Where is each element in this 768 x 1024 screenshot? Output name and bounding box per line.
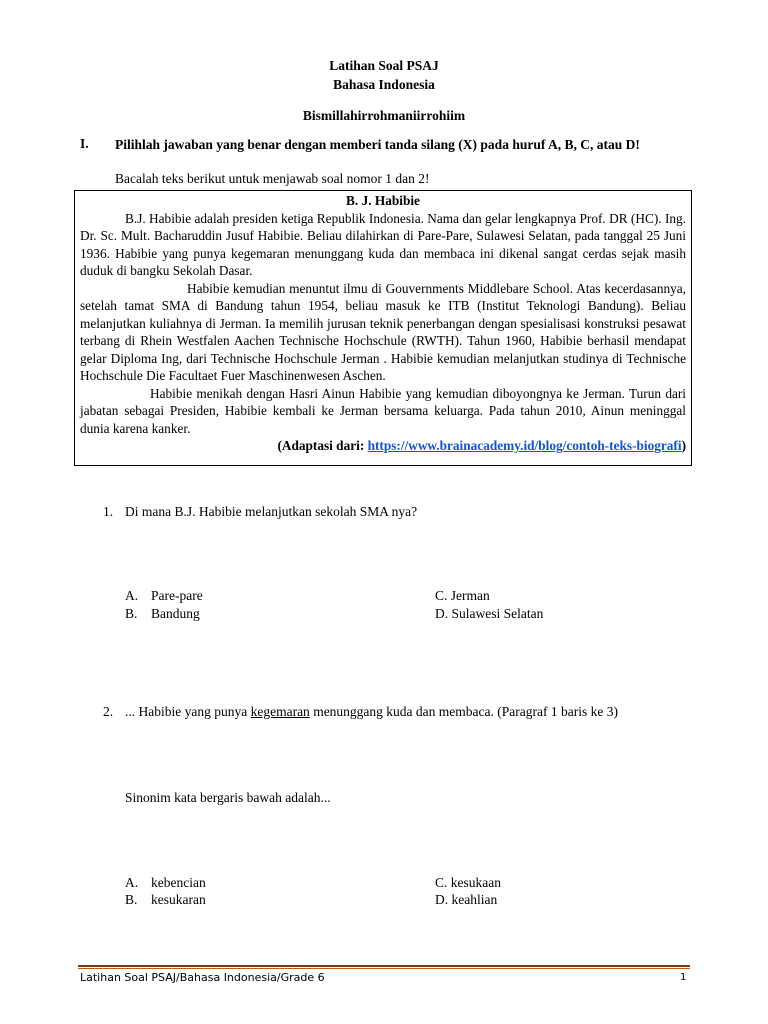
source-suffix: ) — [681, 438, 686, 453]
question-text — [125, 704, 618, 720]
passage-paragraph: Habibie kemudian menuntut ilmu di Gouvernments Middlebare School. Atas kecerdasannya, setelah tamat SMA di Bandung tahun 1954, beliau masuk ke ITB (Institut Teknologi Bandung). Beliau melanjutkan kuliahnya di Jerman. Ia memilih jurusan teknik penerbangan dengan spesialisasi konstruksi pesawat terbang di Rhein Westfalen Aachen Technische Hochschule (RWTH). Tahun 1960, Habibie berhasil mendapat gelar Diploma Ing, dari Technische Hochschule Jerman . Habibie kemudian melanjutkan studinya di Technische Hochschule Die Facultaet Fuer Maschinenwesen Aschen. — [80, 280, 686, 383]
option-d: D. keahlian — [435, 892, 498, 907]
option-d: D. Sulawesi Selatan — [435, 606, 544, 621]
option-b: kesukaran — [151, 892, 206, 907]
option-letter: A. — [125, 875, 139, 890]
passage-paragraph: Habibie menikah dengan Hasri Ainun Habibie yang kemudian diboyongnya ke Jerman. Turun dari jabatan sebagai Presiden, Habibie kembali ke Jerman bersama keluarga. Pada tahun 2010, Ainun meninggal dunia karena kanker. — [80, 385, 686, 436]
question-prompt: Sinonim kata bergaris bawah adalah... — [125, 790, 331, 805]
passage-source — [80, 437, 686, 455]
document-subtitle: Bahasa Indonesia — [333, 77, 435, 92]
option-a: kebencian — [151, 875, 206, 890]
section-instruction: Pilihlah jawaban yang benar dengan memberi tanda silang (X) pada huruf A, B, C, atau D! — [115, 137, 640, 152]
question-number: 2. — [103, 704, 114, 719]
question-text: Di mana B.J. Habibie melanjutkan sekolah SMA nya? — [125, 504, 418, 519]
question-text-after: menunggang kuda dan membaca. (Paragraf 1 baris ke 3) — [309, 704, 618, 719]
reading-intro: Bacalah teks berikut untuk menjawab soal nomor 1 dan 2! — [115, 171, 430, 186]
option-letter: B. — [125, 892, 138, 907]
source-link[interactable]: https://www.brainacademy.id/blog/contoh-teks-biografi — [367, 438, 682, 453]
passage-title: B. J. Habibie — [346, 193, 420, 208]
option-b: Bandung — [151, 606, 200, 621]
option-c: C. Jerman — [435, 588, 490, 603]
underlined-word: kegemaran — [250, 704, 310, 719]
footer-divider-accent — [78, 968, 690, 969]
option-a: Pare-pare — [151, 588, 203, 603]
option-letter: A. — [125, 588, 139, 603]
document-title: Latihan Soal PSAJ — [329, 58, 439, 73]
passage-paragraph: B.J. Habibie adalah presiden ketiga Republik Indonesia. Nama dan gelar lengkapnya Prof. DR (HC). Ing. Dr. Sc. Mult. Bacharuddin Jusuf Habibie. Beliau dilahirkan di Pare-Pare, Sulawesi Selatan, pada tanggal 25 Juni 1936. Habibie yang punya kegemaran menunggang kuda dan membaca ini dikenal sangat cerdas sejak masih duduk di bangku Sekolah Dasar. — [80, 210, 686, 278]
option-c: C. kesukaan — [435, 875, 501, 890]
reading-passage-box — [74, 190, 692, 466]
page-number: 1 — [680, 972, 687, 983]
option-letter: B. — [125, 606, 138, 621]
source-prefix: (Adaptasi dari: — [277, 438, 368, 453]
footer-text: Latihan Soal PSAJ/Bahasa Indonesia/Grade 6 — [80, 971, 325, 984]
footer-divider — [78, 965, 690, 967]
question-text-before: ... Habibie yang punya — [125, 704, 251, 719]
question-number: 1. — [103, 504, 114, 519]
basmalah: Bismillahirrohmaniirrohiim — [302, 108, 466, 123]
section-number: I. — [80, 136, 89, 151]
